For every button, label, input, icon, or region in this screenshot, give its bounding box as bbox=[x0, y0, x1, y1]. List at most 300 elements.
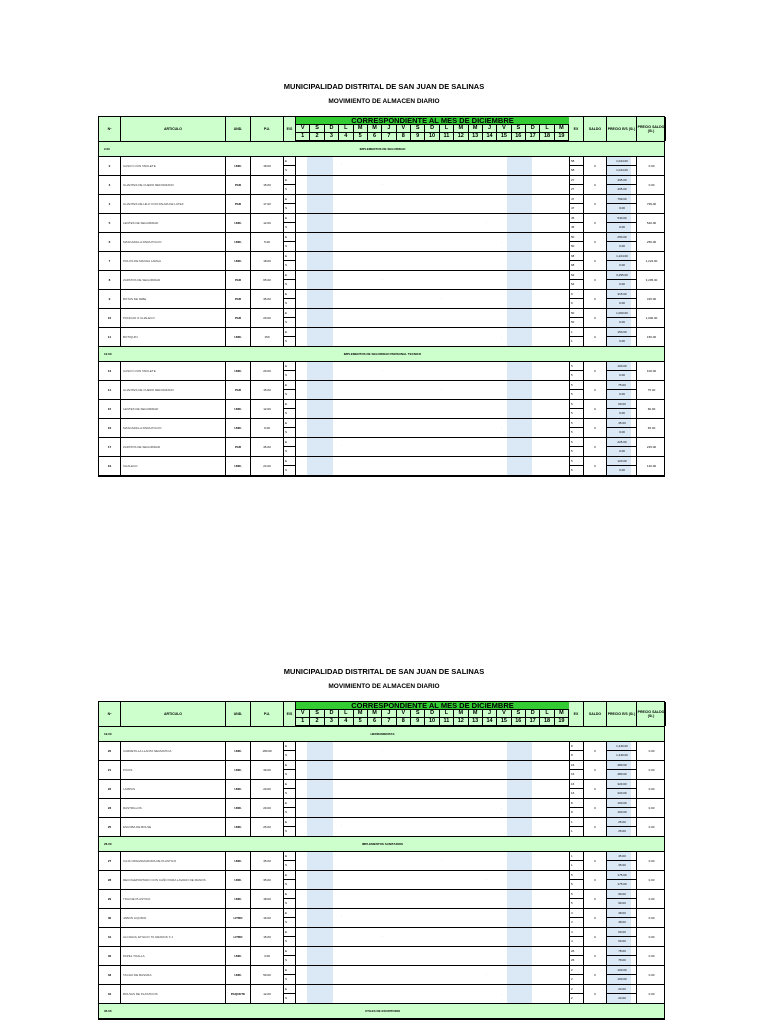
entry-qty: 16 bbox=[570, 780, 583, 789]
item-precio-saldo: 0.00 bbox=[648, 992, 655, 996]
item-unit-price: 15.00 bbox=[251, 176, 284, 194]
entry-price: 25.00 bbox=[607, 818, 636, 827]
daily-count: · bbox=[441, 387, 442, 391]
daily-movement-area bbox=[296, 947, 569, 965]
item-precio-saldo: 100.00 bbox=[646, 369, 657, 373]
entry-price: 1,224.00 bbox=[607, 252, 636, 261]
table-row bbox=[99, 195, 664, 214]
entry-price: 3,295.00 bbox=[607, 271, 636, 280]
exit-marker: S bbox=[285, 301, 288, 305]
day-number: 6 bbox=[368, 718, 382, 726]
item-saldo: 0 bbox=[584, 381, 607, 399]
item-es-cell bbox=[284, 985, 296, 1003]
item-saldo: 0 bbox=[584, 852, 607, 870]
exit-qty: 50 bbox=[571, 244, 575, 248]
exit-qty: 5 bbox=[571, 430, 573, 434]
exit-marker: S bbox=[285, 373, 288, 377]
day-number: 5 bbox=[354, 718, 368, 726]
exit-qty: 1 bbox=[571, 863, 573, 867]
day-number: 14 bbox=[483, 133, 497, 141]
exit-marker: S bbox=[285, 320, 288, 324]
entry-price: 175.00 bbox=[607, 871, 636, 880]
item-precio-es bbox=[607, 271, 637, 289]
entry-price: 1,000.00 bbox=[607, 309, 636, 318]
item-unit-price: 65.00 bbox=[251, 271, 284, 289]
item-ex-cell bbox=[569, 309, 584, 327]
row-midline bbox=[296, 299, 569, 300]
exit-marker: S bbox=[285, 901, 288, 905]
daily-movement-area bbox=[296, 328, 569, 346]
item-ex-cell bbox=[569, 195, 584, 213]
item-unit: PAR bbox=[226, 381, 251, 399]
exit-price: 0.00 bbox=[619, 430, 625, 434]
item-ex-cell bbox=[569, 176, 584, 194]
item-es-cell bbox=[284, 419, 296, 437]
daily-count: · bbox=[382, 277, 383, 281]
item-ex-cell bbox=[569, 742, 584, 760]
entry-qty: 8 bbox=[570, 742, 583, 751]
exit-price: 160.00 bbox=[617, 810, 627, 814]
day-number: 17 bbox=[526, 718, 540, 726]
day-number: 2 bbox=[310, 718, 324, 726]
item-unit-price: 20.00 bbox=[251, 362, 284, 380]
item-precio-es bbox=[607, 309, 637, 327]
entry-marker: E bbox=[284, 799, 295, 808]
item-ex-cell bbox=[569, 400, 584, 418]
item-precio-saldo: 799.00 bbox=[646, 202, 657, 206]
item-number: 6 bbox=[99, 233, 121, 251]
item-number: 28 bbox=[99, 871, 121, 889]
table-row bbox=[99, 362, 664, 381]
item-es-cell bbox=[284, 290, 296, 308]
item-unit-price: 12.00 bbox=[251, 400, 284, 418]
item-precio-saldo: 0.00 bbox=[648, 878, 655, 882]
table-row bbox=[99, 761, 664, 780]
day-letter: J bbox=[483, 125, 497, 133]
item-saldo: 0 bbox=[584, 780, 607, 798]
section-code: 2.00 bbox=[104, 147, 110, 151]
item-ex-cell bbox=[569, 947, 584, 965]
item-unit-price: 3.00 bbox=[251, 947, 284, 965]
entry-marker: E bbox=[284, 457, 295, 466]
item-number: 13 bbox=[99, 362, 121, 380]
day-number: 8 bbox=[397, 133, 411, 141]
item-unit-price: 35.00 bbox=[251, 871, 284, 889]
item-unit: UND. bbox=[226, 362, 251, 380]
item-article: LENTES DE SEGURIDAD bbox=[121, 400, 226, 418]
daily-movement-area bbox=[296, 818, 569, 836]
section-name: IMPLEMENTOS DE SEGURIDAD PERSONAL TECNICO bbox=[343, 352, 422, 356]
day-number: 11 bbox=[440, 718, 454, 726]
item-article: ZAPATOS DE SEGURIDAD bbox=[121, 271, 226, 289]
day-number: 12 bbox=[454, 133, 468, 141]
entry-qty: 50 bbox=[570, 233, 583, 242]
row-midline bbox=[296, 166, 569, 167]
entry-qty: 1 bbox=[570, 818, 583, 827]
daily-movement-area bbox=[296, 271, 569, 289]
item-unit: UND. bbox=[226, 761, 251, 779]
row-midline bbox=[296, 880, 569, 881]
item-precio-es bbox=[607, 761, 637, 779]
entry-price: 75.00 bbox=[607, 381, 636, 390]
day-letter: V bbox=[497, 710, 511, 718]
exit-qty: 16 bbox=[571, 791, 575, 795]
item-precio-es bbox=[607, 438, 637, 456]
entry-price: 45.00 bbox=[607, 419, 636, 428]
exit-qty: 4 bbox=[571, 939, 573, 943]
item-saldo: 0 bbox=[584, 742, 607, 760]
day-letter: M bbox=[368, 125, 382, 133]
daily-movement-area bbox=[296, 780, 569, 798]
exit-qty: 47 bbox=[571, 206, 575, 210]
day-letter: D bbox=[526, 125, 540, 133]
entry-marker: E bbox=[284, 362, 295, 371]
day-number: 18 bbox=[540, 718, 554, 726]
entry-price: 60.00 bbox=[607, 928, 636, 937]
day-number: 9 bbox=[411, 133, 425, 141]
table-row bbox=[99, 947, 664, 966]
exit-price: 25.00 bbox=[618, 829, 626, 833]
row-midline bbox=[296, 466, 569, 467]
item-precio-saldo: 315.00 bbox=[646, 297, 657, 301]
item-saldo: 0 bbox=[584, 362, 607, 380]
item-number: 23 bbox=[99, 799, 121, 817]
item-number: 4 bbox=[99, 195, 121, 213]
row-midline bbox=[296, 390, 569, 391]
item-article: CHALECO bbox=[121, 457, 226, 475]
item-ex-cell bbox=[569, 252, 584, 270]
entry-marker: E bbox=[284, 271, 295, 280]
daily-movement-area bbox=[296, 176, 569, 194]
exit-marker: S bbox=[285, 996, 288, 1000]
section-name: UTILES DE ESCRITORIO bbox=[364, 1009, 401, 1013]
item-unit: UND. bbox=[226, 328, 251, 346]
day-letter: J bbox=[382, 125, 396, 133]
day-letter: M bbox=[368, 710, 382, 718]
entry-qty: 5 bbox=[570, 362, 583, 371]
item-unit: UND. bbox=[226, 818, 251, 836]
item-saldo: 0 bbox=[584, 890, 607, 908]
day-letter: M bbox=[469, 125, 483, 133]
item-unit-price: 12.00 bbox=[251, 985, 284, 1003]
item-unit: UND. bbox=[226, 947, 251, 965]
entry-marker: E bbox=[284, 309, 295, 318]
item-ex-cell bbox=[569, 419, 584, 437]
item-number: 8 bbox=[99, 271, 121, 289]
exit-marker: S bbox=[285, 263, 288, 267]
daily-movement-area bbox=[296, 252, 569, 270]
item-precio-es bbox=[607, 871, 637, 889]
daily-movement-area bbox=[296, 457, 569, 475]
row-midline bbox=[296, 223, 569, 224]
item-precio-es bbox=[607, 290, 637, 308]
exit-marker: S bbox=[285, 392, 288, 396]
item-ex-cell bbox=[569, 290, 584, 308]
item-ex-cell bbox=[569, 852, 584, 870]
entry-qty: 27 bbox=[570, 176, 583, 185]
entry-qty: 2 bbox=[570, 966, 583, 975]
item-number: 22 bbox=[99, 780, 121, 798]
table-row bbox=[99, 457, 664, 476]
exit-qty: 8 bbox=[571, 810, 573, 814]
exit-price: 0.00 bbox=[619, 225, 625, 229]
item-number: 32 bbox=[99, 947, 121, 965]
item-saldo: 0 bbox=[584, 309, 607, 327]
daily-count: · bbox=[501, 806, 502, 810]
item-es-cell bbox=[284, 362, 296, 380]
item-article: PONCHO O CHALECO bbox=[121, 309, 226, 327]
day-number: 3 bbox=[325, 718, 339, 726]
day-letter: V bbox=[296, 125, 310, 133]
col-precio-header: PRECIO E/S (S/.) bbox=[607, 117, 637, 141]
item-precio-es bbox=[607, 328, 637, 346]
item-precio-es bbox=[607, 400, 637, 418]
item-ex-cell bbox=[569, 985, 584, 1003]
item-precio-es bbox=[607, 252, 637, 270]
item-article: LAMPAS bbox=[121, 780, 226, 798]
entry-qty: 8 bbox=[570, 799, 583, 808]
day-number: 11 bbox=[440, 133, 454, 141]
item-precio-saldo: 3,295.00 bbox=[645, 278, 658, 282]
item-number: 11 bbox=[99, 328, 121, 346]
day-number-row bbox=[296, 718, 569, 726]
item-es-cell bbox=[284, 742, 296, 760]
entry-qty: 9 bbox=[570, 290, 583, 299]
item-unit-price: 17.00 bbox=[251, 195, 284, 213]
item-precio-saldo: 1,000.00 bbox=[645, 316, 658, 320]
col-number-header: Nº bbox=[99, 117, 121, 141]
day-letter: V bbox=[296, 710, 310, 718]
daily-count: · bbox=[382, 748, 383, 752]
exit-price: 48.00 bbox=[618, 920, 626, 924]
exit-qty: 5 bbox=[571, 468, 573, 472]
entry-price: 100.00 bbox=[607, 362, 636, 371]
exit-marker: S bbox=[285, 772, 288, 776]
daily-movement-area bbox=[296, 438, 569, 456]
table-row bbox=[99, 890, 664, 909]
entry-marker: E bbox=[284, 871, 295, 880]
item-number: 16 bbox=[99, 419, 121, 437]
exit-price: 0.00 bbox=[619, 244, 625, 248]
item-unit-price: 16.00 bbox=[251, 909, 284, 927]
table-row bbox=[99, 271, 664, 290]
daily-movement-area bbox=[296, 195, 569, 213]
exit-qty: 45 bbox=[571, 225, 575, 229]
item-unit: LITRO bbox=[226, 909, 251, 927]
col-precio-saldo-header: PRECIO SALDO (S/.) bbox=[637, 702, 666, 726]
exit-marker: S bbox=[285, 791, 288, 795]
table-row bbox=[99, 233, 664, 252]
item-unit: UND. bbox=[226, 852, 251, 870]
item-unit: UND. bbox=[226, 890, 251, 908]
entry-price: 48.00 bbox=[607, 909, 636, 918]
item-precio-es bbox=[607, 818, 637, 836]
entry-qty: 5 bbox=[570, 419, 583, 428]
item-ex-cell bbox=[569, 438, 584, 456]
col-article-header: ARTICULO bbox=[121, 117, 226, 141]
item-number: 2 bbox=[99, 157, 121, 175]
item-es-cell bbox=[284, 400, 296, 418]
row-midline bbox=[296, 337, 569, 338]
item-unit: PAR bbox=[226, 176, 251, 194]
daily-movement-area bbox=[296, 761, 569, 779]
item-precio-es bbox=[607, 928, 637, 946]
item-article: LENTES DE SEGURIDAD bbox=[121, 214, 226, 232]
item-ex-cell bbox=[569, 780, 584, 798]
exit-qty: 1 bbox=[571, 829, 573, 833]
day-letter: D bbox=[425, 710, 439, 718]
item-es-cell bbox=[284, 176, 296, 194]
item-precio-saldo: 45.00 bbox=[647, 426, 656, 430]
entry-price: 160.00 bbox=[607, 799, 636, 808]
daily-count: · bbox=[341, 443, 342, 447]
item-es-cell bbox=[284, 157, 296, 175]
day-letter: D bbox=[526, 710, 540, 718]
item-article: GUANTES DE CUERO REFORZADO bbox=[121, 381, 226, 399]
entry-qty: 5 bbox=[570, 871, 583, 880]
item-precio-es bbox=[607, 742, 637, 760]
item-unit: PAQUETE bbox=[226, 985, 251, 1003]
col-saldo-header: SALDO bbox=[584, 702, 607, 726]
exit-price: 0.00 bbox=[619, 468, 625, 472]
day-number: 17 bbox=[526, 133, 540, 141]
item-precio-es bbox=[607, 947, 637, 965]
row-midline bbox=[296, 751, 569, 752]
item-saldo: 0 bbox=[584, 233, 607, 251]
day-letter: L bbox=[339, 125, 353, 133]
item-number: 9 bbox=[99, 290, 121, 308]
item-precio-saldo: 1,224.00 bbox=[645, 259, 658, 263]
item-number: 20 bbox=[99, 742, 121, 760]
item-ex-cell bbox=[569, 362, 584, 380]
item-saldo: 0 bbox=[584, 457, 607, 475]
report-subtitle: MOVIMIENTO DE ALMACEN DIARIO bbox=[328, 98, 440, 105]
item-ex-cell bbox=[569, 214, 584, 232]
day-letter: D bbox=[325, 125, 339, 133]
item-article: ZAPATOS DE SEGURIDAD bbox=[121, 438, 226, 456]
entry-qty: 47 bbox=[570, 195, 583, 204]
item-article: MASCARILLA PARA POLVO bbox=[121, 233, 226, 251]
item-es-cell bbox=[284, 871, 296, 889]
item-article: GUANTES DE CUERO REFORZADO bbox=[121, 176, 226, 194]
entry-qty: 1 bbox=[570, 328, 583, 337]
item-es-cell bbox=[284, 818, 296, 836]
entry-marker: E bbox=[284, 852, 295, 861]
item-precio-es bbox=[607, 176, 637, 194]
row-midline bbox=[296, 318, 569, 319]
day-letter-row bbox=[296, 125, 569, 133]
section-code: 35.00 bbox=[104, 1009, 112, 1013]
table-row bbox=[99, 818, 664, 837]
item-unit: UND. bbox=[226, 419, 251, 437]
row-midline bbox=[296, 185, 569, 186]
exit-marker: S bbox=[285, 206, 288, 210]
col-price-header: P.U. bbox=[251, 117, 284, 141]
col-price-header: P.U. bbox=[251, 702, 284, 726]
item-precio-saldo: 0.00 bbox=[648, 859, 655, 863]
item-saldo: 0 bbox=[584, 966, 607, 984]
table-row bbox=[99, 381, 664, 400]
day-letter: S bbox=[310, 125, 324, 133]
daily-movement-area bbox=[296, 966, 569, 984]
month-banner: CORRESPONDIENTE AL MES DE DICIEMBRE bbox=[296, 117, 569, 125]
item-unit: PAR bbox=[226, 195, 251, 213]
item-precio-es bbox=[607, 799, 637, 817]
item-article: MASCARILLA PARA POLVO bbox=[121, 419, 226, 437]
item-unit-price: 5.00 bbox=[251, 233, 284, 251]
exit-marker: S bbox=[285, 753, 288, 757]
item-es-cell bbox=[284, 438, 296, 456]
exit-price: 45.00 bbox=[618, 863, 626, 867]
exit-marker: S bbox=[285, 430, 288, 434]
day-number-row bbox=[296, 133, 569, 141]
entry-price: 250.00 bbox=[607, 233, 636, 242]
col-precio-saldo-header: PRECIO SALDO (S/.) bbox=[637, 117, 666, 141]
item-saldo: 0 bbox=[584, 176, 607, 194]
item-precio-saldo: 0.00 bbox=[648, 787, 655, 791]
item-article: TINA DE PLASTICO bbox=[121, 890, 226, 908]
section-row bbox=[99, 1004, 664, 1019]
entry-marker: E bbox=[284, 966, 295, 975]
item-precio-saldo: 250.00 bbox=[646, 240, 657, 244]
item-ex-cell bbox=[569, 966, 584, 984]
row-midline bbox=[296, 899, 569, 900]
daily-movement-area bbox=[296, 742, 569, 760]
item-unit-price: 20.00 bbox=[251, 780, 284, 798]
daily-movement-area bbox=[296, 233, 569, 251]
day-letter: L bbox=[440, 710, 454, 718]
section-code: 26.00 bbox=[104, 842, 112, 846]
entry-qty: 5 bbox=[570, 890, 583, 899]
item-precio-es bbox=[607, 233, 637, 251]
item-unit-price: 15.00 bbox=[251, 381, 284, 399]
daily-movement-area bbox=[296, 985, 569, 1003]
table-row bbox=[99, 309, 664, 328]
col-ex-header: EX bbox=[569, 702, 584, 726]
item-precio-saldo: 0.00 bbox=[648, 897, 655, 901]
entry-marker: E bbox=[284, 400, 295, 409]
daily-count: · bbox=[382, 182, 383, 186]
item-unit: UND. bbox=[226, 780, 251, 798]
item-unit: PAR bbox=[226, 309, 251, 327]
table-row bbox=[99, 419, 664, 438]
entry-price: 90.00 bbox=[607, 890, 636, 899]
item-saldo: 0 bbox=[584, 761, 607, 779]
item-precio-saldo: 0.00 bbox=[648, 825, 655, 829]
item-unit-price: 20.00 bbox=[251, 309, 284, 327]
entry-marker: E bbox=[284, 381, 295, 390]
item-article: GUANTES DE HILO CON PALMA DE LATEX bbox=[121, 195, 226, 213]
entry-qty: 2 bbox=[570, 985, 583, 994]
item-precio-es bbox=[607, 214, 637, 232]
item-unit-price: 180.00 bbox=[251, 742, 284, 760]
day-letter: S bbox=[310, 710, 324, 718]
day-letter: M bbox=[354, 125, 368, 133]
item-number: 14 bbox=[99, 381, 121, 399]
table-row bbox=[99, 985, 664, 1004]
entry-qty: 4 bbox=[570, 928, 583, 937]
entry-price: 24.00 bbox=[607, 985, 636, 994]
exit-marker: S bbox=[285, 882, 288, 886]
item-es-cell bbox=[284, 780, 296, 798]
day-letter: D bbox=[425, 125, 439, 133]
entry-marker: E bbox=[284, 290, 295, 299]
day-letter: D bbox=[325, 710, 339, 718]
exit-marker: S bbox=[285, 339, 288, 343]
entry-marker: E bbox=[284, 328, 295, 337]
item-precio-saldo: 0.00 bbox=[648, 749, 655, 753]
item-number: 30 bbox=[99, 909, 121, 927]
